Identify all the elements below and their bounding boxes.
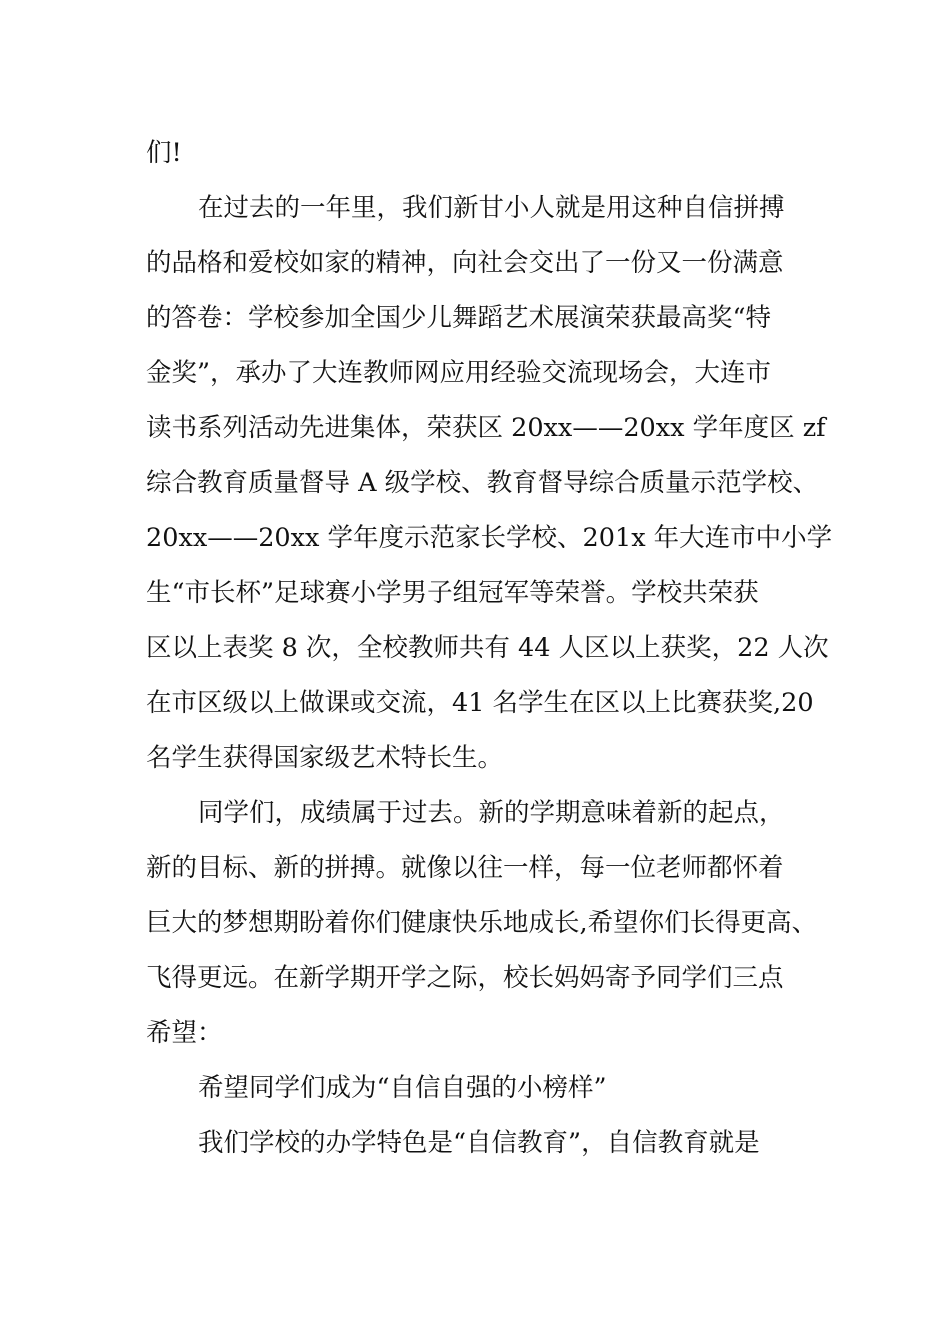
line-text: 名学生获得国家级艺术特长生。 xyxy=(146,743,504,773)
line-text: 们! xyxy=(146,138,182,168)
text-line xyxy=(0,133,950,173)
text-line xyxy=(0,738,950,778)
line-text: 生“市长杯”足球赛小学男子组冠军等荣誉。学校共荣获 xyxy=(146,578,759,608)
line-text: 的品格和爱校如家的精神，向社会交出了一份又一份满意 xyxy=(146,248,784,278)
line-text: 在过去的一年里，我们新甘小人就是用这种自信拼搏 xyxy=(198,193,785,223)
text-line xyxy=(0,298,950,338)
paragraph-start-line xyxy=(0,188,950,228)
text-line xyxy=(0,903,950,943)
line-text: 同学们，成绩属于过去。新的学期意味着新的起点， xyxy=(198,798,785,828)
line-text: 新的目标、新的拼搏。就像以往一样，每一位老师都怀着 xyxy=(146,853,784,883)
line-text: 希望同学们成为“自信自强的小榜样” xyxy=(198,1073,607,1103)
paragraph-start-line xyxy=(0,1123,950,1163)
text-line xyxy=(0,958,950,998)
text-line xyxy=(0,848,950,888)
line-text: 20xx——20xx 学年度示范家长学校、201x 年大连市中小学 xyxy=(146,523,833,553)
text-line xyxy=(0,518,950,558)
line-text: 读书系列活动先进集体，荣获区 20xx——20xx 学年度区 zf xyxy=(146,413,826,443)
text-line xyxy=(0,683,950,723)
line-text: 在市区级以上做课或交流，41 名学生在区以上比赛获奖,20 xyxy=(146,688,814,718)
line-text: 我们学校的办学特色是“自信教育”，自信教育就是 xyxy=(198,1128,760,1158)
line-text: 的答卷：学校参加全国少儿舞蹈艺术展演荣获最高奖“特 xyxy=(146,303,772,333)
line-text: 巨大的梦想期盼着你们健康快乐地成长,希望你们长得更高、 xyxy=(146,908,818,938)
text-line xyxy=(0,243,950,283)
text-line xyxy=(0,573,950,613)
line-text: 希望： xyxy=(146,1018,223,1048)
text-line xyxy=(0,408,950,448)
line-text: 区以上表奖 8 次，全校教师共有 44 人区以上获奖，22 人次 xyxy=(146,633,829,663)
paragraph-start-line xyxy=(0,793,950,833)
line-text: 飞得更远。在新学期开学之际，校长妈妈寄予同学们三点 xyxy=(146,963,784,993)
text-line xyxy=(0,463,950,503)
text-line xyxy=(0,628,950,668)
line-text: 综合教育质量督导 A 级学校、教育督导综合质量示范学校、 xyxy=(146,468,819,498)
text-line xyxy=(0,1013,950,1053)
section-heading-line xyxy=(0,1068,950,1108)
text-line xyxy=(0,353,950,393)
line-text: 金奖”，承办了大连教师网应用经验交流现场会，大连市 xyxy=(146,358,772,388)
